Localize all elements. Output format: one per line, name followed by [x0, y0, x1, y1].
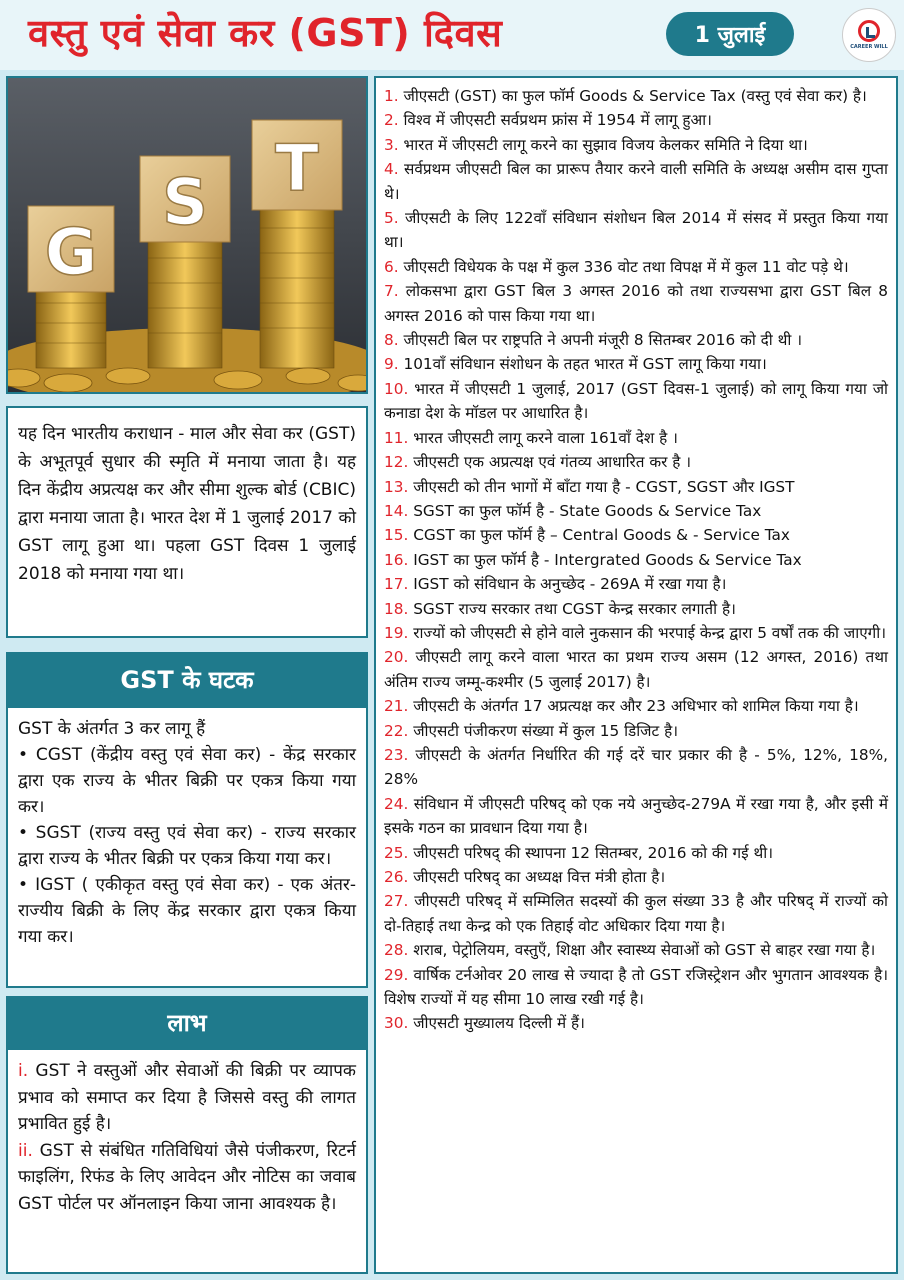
fact-text: सर्वप्रथम जीएसटी बिल का प्रारूप तैयार करने वाली समिति के अध्यक्ष असीम दास गुप्ता थे।	[384, 160, 888, 203]
fact-text: भारत में जीएसटी 1 जुलाई, 2017 (GST दिवस-1 जुलाई) को लागू किया गया जो कनाडा देश के मॉडल पर आधारित है।	[384, 379, 888, 423]
fact-text: SGST राज्य सरकार तथा CGST केन्द्र सरकार लगाती है।	[408, 599, 736, 618]
block-letter-g: G	[44, 216, 98, 290]
fact-item	[384, 719, 888, 743]
fact-number: 19.	[384, 623, 409, 642]
intro-box	[6, 406, 368, 638]
fact-item	[384, 865, 888, 889]
fact-number: 5.	[384, 209, 399, 228]
block-letter-s: S	[161, 166, 209, 240]
fact-number: 2.	[384, 111, 399, 130]
fact-number: 1.	[384, 87, 399, 105]
intro-text: यह दिन भारतीय कराधान - माल और सेवा कर (GST) के अभूतपूर्व सुधार की स्मृति में मनाया जाता है। यह दिन केंद्रीय अप्रत्यक्ष कर और सीमा शुल्क बोर्ड (CBIC) द्वारा मनाया जाता है। भारत देश में 1 जुलाई 2017 को GST लागू हुआ था। पहला GST दिवस 1 जुलाई 2018 को मनाया गया था।	[18, 424, 356, 584]
benefit-text: GST ने वस्तुओं और सेवाओं की बिक्री पर व्यापक प्रभाव को समाप्त कर दिया है जिससे वस्तु की लागत प्रभावित हुई है।	[18, 1061, 356, 1134]
fact-item	[384, 621, 888, 645]
fact-number: 9.	[384, 355, 399, 374]
fact-text: जीएसटी मुख्यालय दिल्ली में हैं।	[408, 1014, 585, 1033]
fact-number: 22.	[384, 721, 409, 740]
fact-number: 17.	[384, 575, 409, 594]
fact-item	[384, 279, 888, 328]
fact-text: जीएसटी के अंतर्गत निर्धारित की गई दरें चार प्रकार की है - 5%, 12%, 18%, 28%	[384, 745, 888, 789]
fact-item	[384, 572, 888, 596]
fact-number: 21.	[384, 697, 409, 716]
fact-text: जीएसटी लागू करने वाला भारत का प्रथम राज्य असम (12 अगस्त, 2016) तथा अंतिम राज्य जम्मू-कश्मीर (5 जुलाई 2017) है।	[384, 648, 888, 691]
fact-text: IGST का फुल फॉर्म है - Intergrated Goods & Service Tax	[408, 550, 802, 569]
fact-number: 27.	[384, 892, 409, 911]
fact-item	[384, 377, 888, 426]
logo-icon	[858, 20, 880, 42]
fact-number: 3.	[384, 135, 399, 154]
fact-number: 11.	[384, 428, 409, 447]
fact-text: जीएसटी परिषद् का अध्यक्ष वित्त मंत्री होता है।	[408, 868, 666, 886]
benefit-number: ii.	[18, 1140, 33, 1161]
components-box	[6, 706, 368, 988]
benefit-text: GST से संबंधित गतिविधियां जैसे पंजीकरण, रिटर्न फाइलिंग, रिफंड के लिए आवेदन और नोटिस का जवाब GST पोर्टल पर ऑनलाइन किया जाना आवश्यक है।	[18, 1140, 356, 1214]
logo-text: CAREER WILL	[850, 44, 888, 50]
fact-text: SGST का फुल फॉर्म है - State Goods & Service Tax	[408, 501, 762, 520]
fact-item	[384, 889, 888, 938]
fact-text: संविधान में जीएसटी परिषद् को एक नये अनुच्छेद-279A में रखा गया है, और इसी में इसके गठन का प्रावधान दिया गया है।	[384, 794, 888, 838]
fact-number: 29.	[384, 965, 409, 984]
fact-number: 28.	[384, 941, 409, 960]
fact-item	[384, 328, 888, 352]
block-letter-t: T	[275, 132, 319, 206]
fact-item	[384, 133, 888, 157]
components-heading: GST के घटक	[6, 652, 368, 706]
fact-item	[384, 450, 888, 474]
fact-text: शराब, पेट्रोलियम, वस्तुएँ, शिक्षा और स्वास्थ्य सेवाओं को GST से बाहर रखा गया है।	[408, 941, 876, 960]
fact-number: 18.	[384, 599, 409, 618]
fact-number: 14.	[384, 501, 409, 520]
fact-item	[384, 157, 888, 206]
header	[0, 0, 904, 70]
date-badge: 1 जुलाई	[666, 12, 794, 56]
fact-number: 7.	[384, 282, 399, 301]
fact-item	[384, 938, 888, 962]
fact-number: 13.	[384, 477, 409, 496]
fact-item	[384, 255, 888, 279]
fact-item	[384, 963, 888, 1012]
fact-number: 6.	[384, 257, 399, 276]
fact-text: भारत जीएसटी लागू करने वाला 161वाँ देश है ।	[408, 428, 678, 447]
facts-list	[374, 76, 898, 1274]
fact-item	[384, 645, 888, 694]
fact-number: 20.	[384, 648, 409, 667]
fact-text: जीएसटी परिषद् की स्थापना 12 सितम्बर, 2016 को की गई थी।	[408, 843, 774, 862]
fact-number: 4.	[384, 160, 399, 179]
fact-number: 26.	[384, 868, 409, 886]
fact-text: राज्यों को जीएसटी से होने वाले नुकसान की भरपाई केन्द्र द्वारा 5 वर्षों तक की जाएगी।	[408, 623, 887, 642]
fact-item	[384, 108, 888, 132]
fact-text: जीएसटी को तीन भागों में बाँटा गया है - CGST, SGST और IGST	[408, 477, 795, 496]
benefits-box	[6, 1048, 368, 1274]
fact-text: जीएसटी एक अप्रत्यक्ष एवं गंतव्य आधारित कर है ।	[408, 453, 692, 472]
fact-number: 25.	[384, 843, 409, 862]
fact-text: जीएसटी विधेयक के पक्ष में कुल 336 वोट तथा विपक्ष में में कुल 11 वोट पड़े थे।	[398, 257, 849, 276]
fact-text: IGST को संविधान के अनुच्छेद - 269A में रखा गया है।	[408, 575, 727, 594]
fact-text: जीएसटी (GST) का फुल फॉर्म Goods & Service Tax (वस्तु एवं सेवा कर) है।	[398, 87, 867, 105]
components-intro: GST के अंतर्गत 3 कर लागू हैं	[18, 719, 206, 739]
fact-number: 30.	[384, 1014, 409, 1033]
fact-item	[384, 426, 888, 450]
component-item: • SGST (राज्य वस्तु एवं सेवा कर) - राज्य सरकार द्वारा राज्य के भीतर बिक्री पर एकत्र किया गया कर।	[18, 823, 356, 869]
fact-text: लोकसभा द्वारा GST बिल 3 अगस्त 2016 को तथा राज्यसभा द्वारा GST बिल 8 अगस्त 2016 को पास किया गया था।	[384, 282, 888, 325]
component-item: • IGST ( एकीकृत वस्तु एवं सेवा कर) - एक अंतर-राज्यीय बिक्री के लिए केंद्र सरकार द्वारा एकत्र किया गया कर।	[18, 875, 356, 947]
fact-number: 10.	[384, 379, 409, 398]
fact-item	[384, 206, 888, 255]
fact-item	[384, 694, 888, 718]
fact-number: 12.	[384, 453, 409, 472]
fact-text: जीएसटी परिषद् में सम्मिलित सदस्यों की कुल संख्या 33 है और परिषद् में राज्यों को दो-तिहाई तथा केन्द्र को एक तिहाई वोट अधिकार दिया गया है।	[384, 892, 888, 935]
component-item: • CGST (केंद्रीय वस्तु एवं सेवा कर) - केंद्र सरकार द्वारा एक राज्य के भीतर बिक्री पर एकत्र किया गया कर।	[18, 745, 356, 817]
fact-text: जीएसटी के अंतर्गत 17 अप्रत्यक्ष कर और 23 अधिभार को शामिल किया गया है।	[408, 697, 859, 716]
fact-item	[384, 792, 888, 841]
fact-number: 15.	[384, 526, 409, 545]
fact-text: विश्व में जीएसटी सर्वप्रथम फ्रांस में 1954 में लागू हुआ।	[398, 111, 712, 130]
benefit-number: i.	[18, 1061, 29, 1081]
fact-text: CGST का फुल फॉर्म है – Central Goods & - Service Tax	[408, 526, 790, 545]
fact-item	[384, 1011, 888, 1035]
fact-text: जीएसटी पंजीकरण संख्या में कुल 15 डिजिट है।	[408, 721, 679, 740]
fact-item	[384, 841, 888, 865]
benefit-item	[18, 1138, 356, 1218]
fact-number: 8.	[384, 331, 399, 350]
fact-text: जीएसटी बिल पर राष्ट्रपति ने अपनी मंजूरी 8 सितम्बर 2016 को दी थी ।	[398, 331, 803, 350]
page-title: वस्तु एवं सेवा कर (GST) दिवस	[28, 11, 503, 55]
fact-item	[384, 743, 888, 792]
fact-item	[384, 84, 888, 108]
fact-number: 23.	[384, 745, 409, 764]
fact-text: जीएसटी के लिए 122वाँ संविधान संशोधन बिल 2014 में संसद में प्रस्तुत किया गया था।	[384, 209, 888, 252]
fact-item	[384, 475, 888, 499]
fact-item	[384, 597, 888, 621]
fact-text: 101वाँ संविधान संशोधन के तहत भारत में GST लागू किया गया।	[398, 355, 767, 374]
fact-item	[384, 523, 888, 547]
fact-text: भारत में जीएसटी लागू करने का सुझाव विजय केलकर समिति ने दिया था।	[398, 135, 808, 154]
benefit-item	[18, 1058, 356, 1138]
fact-item	[384, 548, 888, 572]
fact-item	[384, 499, 888, 523]
fact-number: 16.	[384, 550, 409, 569]
benefits-heading: लाभ	[6, 996, 368, 1048]
gst-image	[6, 76, 368, 394]
fact-text: वार्षिक टर्नओवर 20 लाख से ज्यादा है तो GST रजिस्ट्रेशन और भुगतान आवश्यक है। विशेष राज्यों में यह सीमा 10 लाख रखी गई है।	[384, 965, 888, 1009]
fact-item	[384, 352, 888, 376]
fact-number: 24.	[384, 794, 409, 813]
gst-blocks-illustration	[8, 78, 366, 392]
brand-logo	[842, 8, 896, 62]
